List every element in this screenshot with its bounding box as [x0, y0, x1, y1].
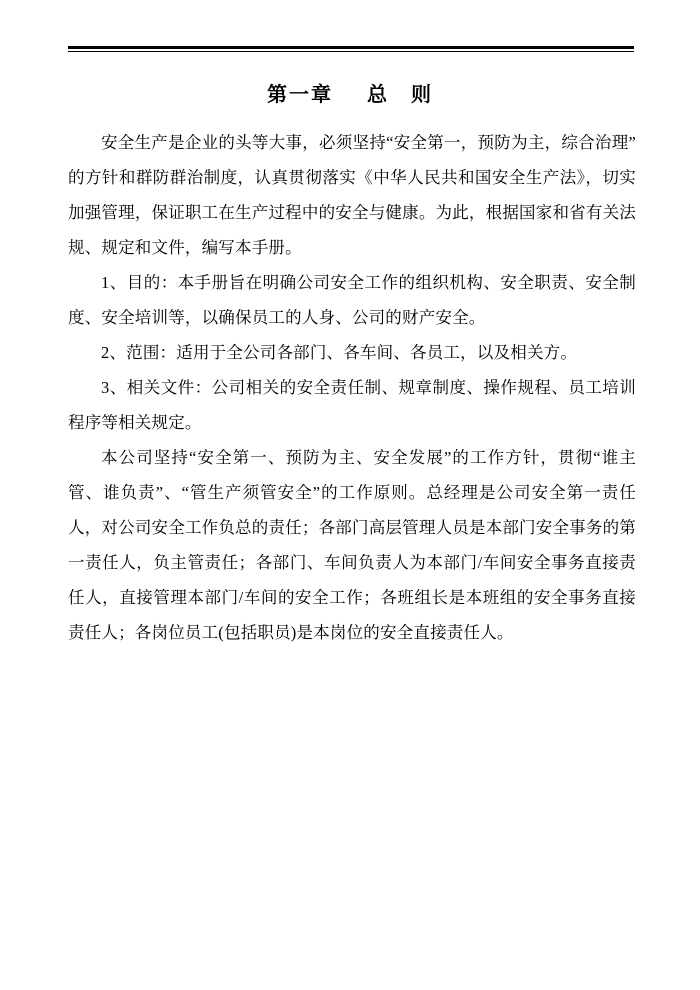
chapter-name: 总 则	[367, 84, 433, 106]
document-body	[68, 125, 636, 650]
page-title	[0, 78, 700, 107]
paragraph: 本公司坚持“安全第一、预防为主、安全发展”的工作方针，贯彻“谁主管、谁负责”、“管生产须管安全”的工作原则。总经理是公司安全第一责任人，对公司安全工作负总的责任；各部门高层管理人员是本部门安全事务的第一责任人，负主管责任；各部门、车间负责人为本部门/车间安全事务直接责任人，直接管理本部门/车间的安全工作；各班组长是本班组的安全事务直接责任人；各岗位员工(包括职员)是本岗位的安全直接责任人。	[68, 448, 636, 642]
chapter-number: 第一章	[267, 84, 333, 106]
paragraph: 安全生产是企业的头等大事，必须坚持“安全第一，预防为主，综合治理”的方针和群防群治制度，认真贯彻落实《中华人民共和国安全生产法》，切实加强管理，保证职工在生产过程中的安全与健康。为此，根据国家和省有关法规、规定和文件，编写本手册。	[68, 133, 636, 257]
paragraph: 3、相关文件：公司相关的安全责任制、规章制度、操作规程、员工培训程序等相关规定。	[68, 378, 636, 432]
paragraph: 1、目的：本手册旨在明确公司安全工作的组织机构、安全职责、安全制度、安全培训等，以确保员工的人身、公司的财产安全。	[68, 273, 636, 327]
paragraph: 2、范围：适用于全公司各部门、各车间、各员工，以及相关方。	[101, 343, 578, 362]
header-divider-rule	[68, 46, 634, 52]
